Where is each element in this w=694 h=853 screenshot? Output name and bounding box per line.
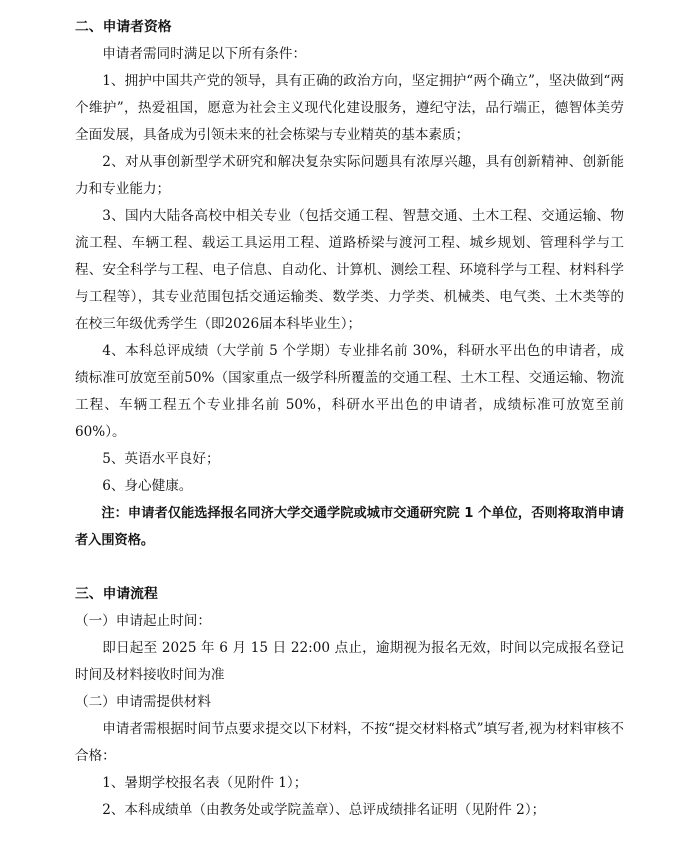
eligibility-intro: 申请者需同时满足以下所有条件： [102,46,307,62]
subsection-title-materials: （二）申请需提供材料 [75,694,211,710]
period-body: 即日起至 2025 年 6 月 15 日 22:00 点止，逾期视为报名无效，时间以完成报名登记时间及材料接收时间为准 [75,640,624,683]
eligibility-item-4: 4、本科总评成绩（大学前 5 个学期）专业排名前 30%，科研水平出色的申请者，成绩标准可放宽至前50%（国家重点一级学科所覆盖的交通工程、土木工程、交通运输、物流工程、车辆工程五个专业排名前 50%，科研水平出色的申请者，成绩标准可放宽至前60%）。 [75,343,624,440]
section-heading-eligibility: 二、申请者资格 [75,19,172,35]
eligibility-item-2: 2、对从事创新型学术研究和解决复杂实际问题具有浓厚兴趣，具有创新精神、创新能力和专业能力； [75,154,624,197]
eligibility-note: 注：申请者仅能选择报名同济大学交通学院或城市交通研究院 1 个单位，否则将取消申请者入围资格。 [75,506,624,548]
eligibility-item-5: 5、英语水平良好； [102,451,220,467]
material-item-2: 2、本科成绩单（由教务处或学院盖章）、总评成绩排名证明（见附件 2）； [102,802,546,818]
eligibility-item-1: 1、拥护中国共产党的领导，具有正确的政治方向，坚定拥护“两个确立”，坚决做到“两个维护”，热爱祖国，愿意为社会主义现代化建设服务，遵纪守法，品行端正，德智体美劳全面发展，具备成为引领未来的社会栋梁与专业精英的基本素质； [75,73,624,143]
eligibility-item-3: 3、国内大陆各高校中相关专业（包括交通工程、智慧交通、土木工程、交通运输、物流工程、车辆工程、载运工具运用工程、道路桥梁与渡河工程、城乡规划、管理科学与工程、安全科学与工程、电子信息、自动化、计算机、测绘工程、环境科学与工程、材料科学与工程等），其专业范围包括交通运输类、数学类、力学类、机械类、电气类、土木类等的在校三年级优秀学生（即2026届本科毕业生）； [75,208,624,332]
section-heading-process: 三、申请流程 [75,586,158,602]
eligibility-item-6: 6、身心健康。 [102,478,193,494]
material-item-1: 1、暑期学校报名表（见附件 1）； [102,775,308,791]
materials-body: 申请者需根据时间节点要求提交以下材料，不按“提交材料格式”填写者,视为材料审核不合格： [75,721,624,764]
section-gap [75,554,624,581]
subsection-title-period: （一）申请起止时间： [75,613,211,629]
